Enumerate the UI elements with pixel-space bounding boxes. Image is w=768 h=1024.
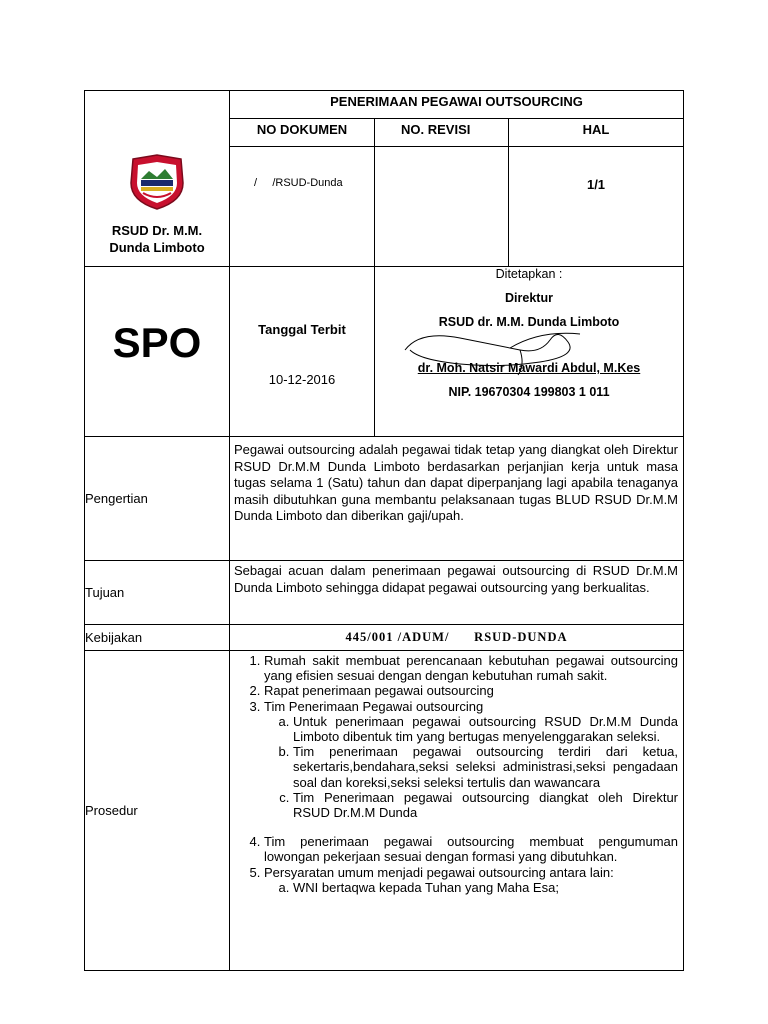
rsud-label: RSUD dr. M.M. Dunda Limboto xyxy=(438,315,620,329)
prosedur-item-4: 4. Tim penerimaan pegawai outsourcing membuat pengumuman lowongan pekerjaan sesuai dengan formasi yang dibutuhkan. xyxy=(264,834,678,864)
hospital-name-line1: RSUD Dr. M.M. xyxy=(111,223,203,238)
prosedur-item-3b: b. Tim penerimaan pegawai outsourcing terdiri dari ketua, sekertaris,bendahara,seksi seleksi administrasi,seksi pengadaan soal dan koreksi,seksi seleksi tertulis dan wawancara xyxy=(293,744,678,790)
tanggal-terbit-cell xyxy=(230,267,375,437)
spo-label: SPO xyxy=(112,319,202,366)
prosedur-item-2: 2. Rapat penerimaan pegawai outsourcing xyxy=(264,683,678,698)
director-name: dr. Moh. Natsir Mawardi Abdul, M.Kes xyxy=(417,361,641,375)
tujuan-text: Sebagai acuan dalam penerimaan pegawai outsourcing di RSUD Dr.M.M Dunda Limboto sehingga didapat pegawai outsourcing yang berkualitas. xyxy=(230,561,684,625)
hal-value: 1/1 xyxy=(509,147,684,267)
no-revisi-value xyxy=(375,147,509,267)
prosedur-item-3c: c. Tim Penerimaan pegawai outsourcing diangkat oleh Direktur RSUD Dr.M.M Dunda xyxy=(293,790,678,820)
director-signature xyxy=(400,320,590,380)
prosedur-item-3a: a. Untuk penerimaan pegawai outsourcing RSUD Dr.M.M Dunda Limboto dibentuk tim yang bertugas menyelenggarakan seleksi. xyxy=(293,714,678,744)
prosedur-content xyxy=(230,651,684,971)
prosedur-item-1: 1. Rumah sakit membuat perencanaan kebutuhan pegawai outsourcing yang efisien sesuai dengan dengan kebutuhan rumah sakit. xyxy=(264,653,678,683)
prosedur-sublist-3 xyxy=(264,714,678,820)
hospital-name-line2: Dunda Limboto xyxy=(109,240,205,255)
no-dokumen-header: NO DOKUMEN xyxy=(230,119,375,147)
tanggal-terbit-value: 10-12-2016 xyxy=(268,372,336,387)
prosedur-label: Prosedur xyxy=(85,651,230,971)
prosedur-item-3 xyxy=(264,699,678,821)
prosedur-list xyxy=(234,653,678,820)
prosedur-item-5a: a. WNI bertaqwa kepada Tuhan yang Maha Esa; xyxy=(293,880,678,895)
tanggal-terbit-label: Tanggal Terbit xyxy=(258,322,346,337)
prosedur-item-3-text: Tim Penerimaan Pegawai outsourcing xyxy=(264,698,484,714)
spo-cell xyxy=(85,267,230,437)
hospital-identity-cell xyxy=(85,91,230,267)
no-revisi-header: NO. REVISI xyxy=(375,119,509,147)
no-dokumen-value: / /RSUD-Dunda xyxy=(230,147,375,267)
ditetapkan-label: Ditetapkan : xyxy=(495,267,563,281)
director-nip: NIP. 19670304 199803 1 011 xyxy=(448,385,610,399)
kebijakan-text: 445/001 /ADUM/ RSUD-DUNDA xyxy=(230,625,684,651)
hal-header: HAL xyxy=(509,119,684,147)
hospital-logo-icon xyxy=(127,153,187,211)
prosedur-item-5-text: Persyaratan umum menjadi pegawai outsourcing antara lain: xyxy=(264,864,614,880)
tujuan-label: Tujuan xyxy=(85,561,230,625)
kebijakan-label: Kebijakan xyxy=(85,625,230,651)
prosedur-list-cont xyxy=(234,834,678,895)
direktur-label: Direktur xyxy=(505,291,553,305)
document-title: PENERIMAAN PEGAWAI OUTSOURCING xyxy=(230,91,684,119)
prosedur-item-5 xyxy=(264,865,678,895)
pengertian-label: Pengertian xyxy=(85,437,230,561)
prosedur-sublist-5 xyxy=(264,880,678,895)
pengertian-text: Pegawai outsourcing adalah pegawai tidak tetap yang diangkat oleh Direktur RSUD Dr.M.M Dunda Limboto berdasarkan perjanjian kerja untuk masa tugas selama 1 (Satu) tahun dan dapat diperpanjang lagi apabila tenaganya masih dibutuhkan guna membantu pelaksanaan tugas BLUD RSUD Dr.M.M Dunda Limboto dan diberikan gaji/upah. xyxy=(230,437,684,561)
spo-document-table xyxy=(84,90,684,971)
